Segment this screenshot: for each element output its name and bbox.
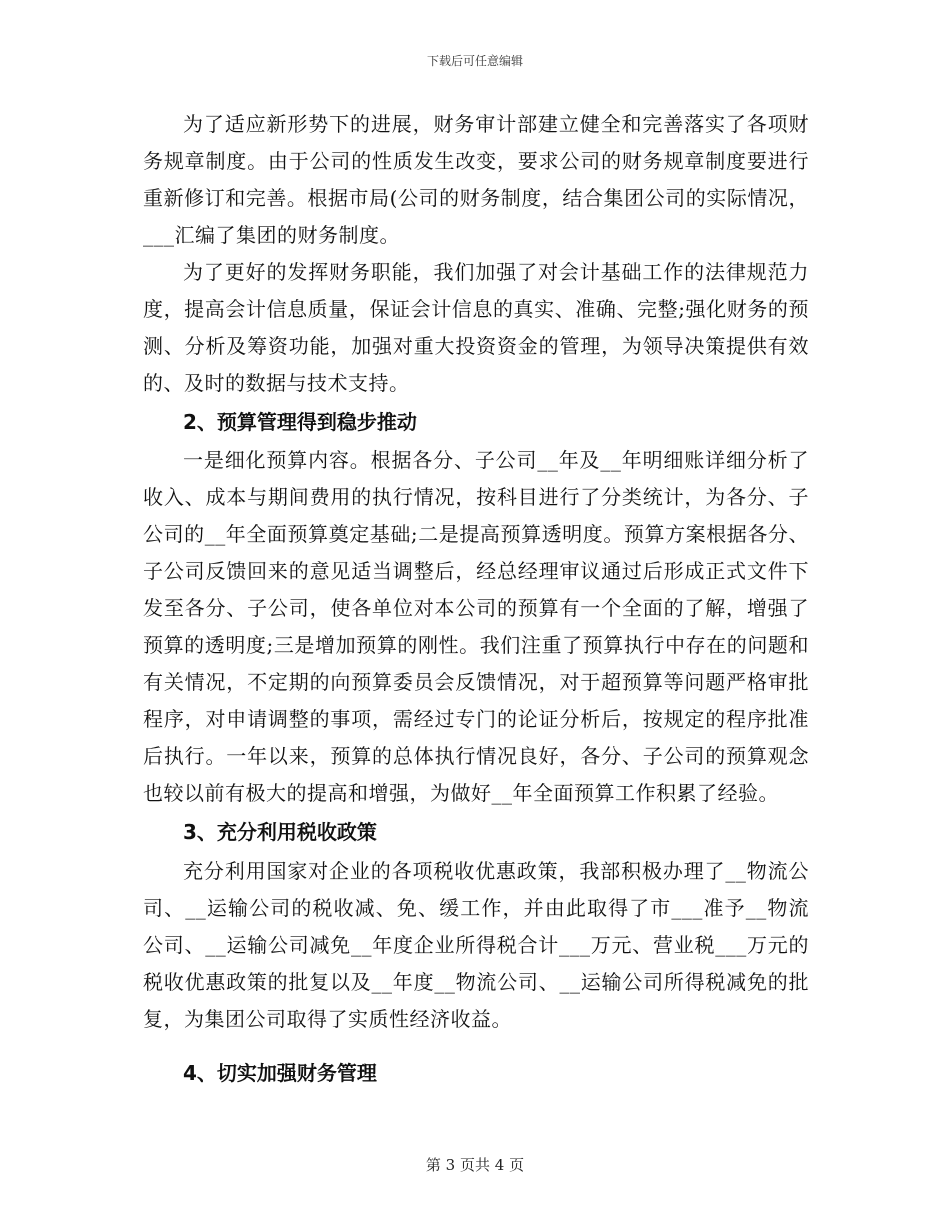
paragraph-financial-rules: 为了适应新形势下的进展，财务审计部建立健全和完善落实了各项财务规章制度。由于公司的性质发生改变，要求公司的财务规章制度要进行重新修订和完善。根据市局(公司的财务制度，结合集团公司的实际情况，___汇编了集团的财务制度。 <box>143 112 809 247</box>
document-body <box>143 106 809 1092</box>
page-header: 下载后可任意编辑 <box>426 54 523 68</box>
paragraph-budget: 一是细化预算内容。根据各分、子公司__年及__年明细账详细分析了收入、成本与期间费用的执行情况，按科目进行了分类统计，为各分、子公司的__年全面预算奠定基础;二是提高预算透明度。预算方案根据各分、子公司反馈回来的意见适当调整后，经总经理审议通过后形成正式文件下发至各分、子公司，使各单位对本公司的预算有一个全面的了解，增强了预算的透明度;三是增加预算的刚性。我们注重了预算执行中存在的问题和有关情况，不定期的向预算委员会反馈情况，对于超预算等问题严格审批程序，对申请调整的事项，需经过专门的论证分析后，按规定的程序批准后执行。一年以来，预算的总体执行情况良好，各分、子公司的预算观念也较以前有极大的提高和增强，为做好__年全面预算工作积累了经验。 <box>143 448 809 805</box>
paragraph-financial-functions: 为了更好的发挥财务职能，我们加强了对会计基础工作的法律规范力度，提高会计信息质量，保证会计信息的真实、准确、完整;强化财务的预测、分析及筹资功能，加强对重大投资资金的管理，为领导决策提供有效的、及时的数据与技术支持。 <box>143 260 809 395</box>
page-footer: 第 3 页共 4 页 <box>425 1156 525 1174</box>
paragraph-tax: 充分利用国家对企业的各项税收优惠政策，我部积极办理了__物流公司、__运输公司的税收减、免、缓工作，并由此取得了市___准予__物流公司、__运输公司减免__年度企业所得税合计___万元、营业税___万元的税收优惠政策的批复以及__年度__物流公司、__运输公司所得税减免的批复，为集团公司取得了实质性经济收益。 <box>143 859 809 1031</box>
section-heading-budget: 2、预算管理得到稳步推动 <box>183 410 417 434</box>
section-heading-tax: 3、充分利用税收政策 <box>183 820 377 844</box>
section-heading-finance-management: 4、切实加强财务管理 <box>183 1061 377 1085</box>
